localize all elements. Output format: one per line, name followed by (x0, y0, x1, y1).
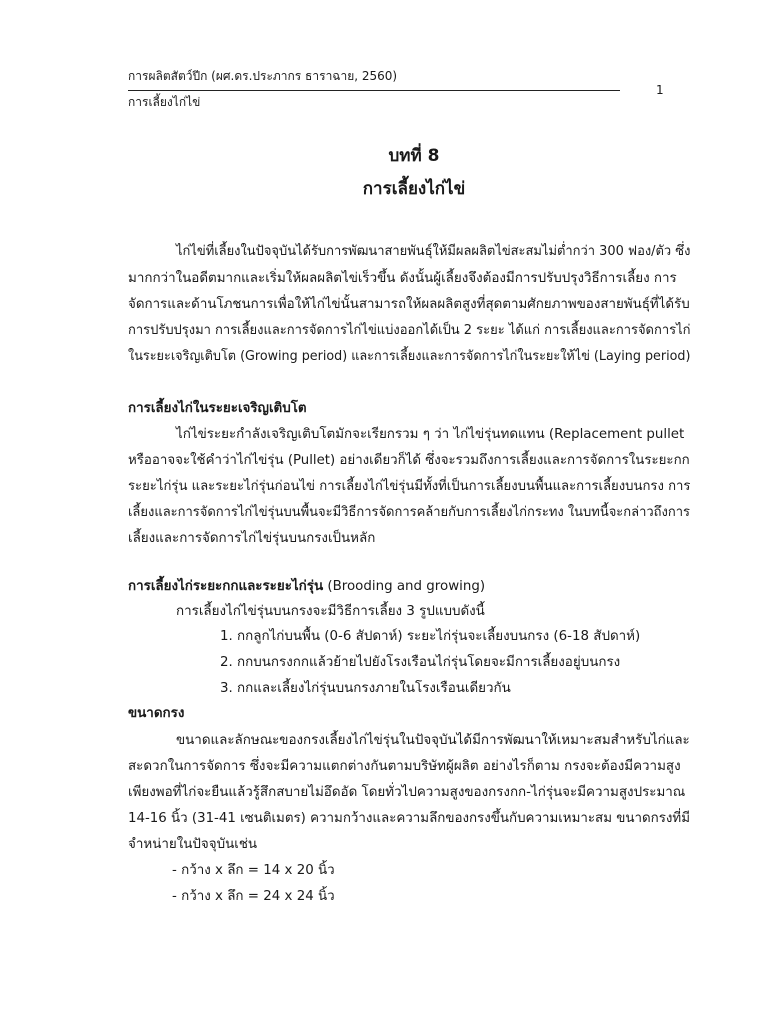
list-item: 2. กกบนกรงกกแล้วย้ายไปยังโรงเรือนไก่รุ่นโดยจะมีการเลี้ยงอยู่บนกรง (220, 655, 621, 670)
section1-line: ไก่ไข่ระยะกำลังเจริญเติบโตมักจะเรียกรวม ๆ ว่า ไก่ไข่รุ่นทดแทน (Replacement pullet (176, 427, 685, 442)
section3-line: จำหน่ายในปัจจุบันเช่น (128, 837, 258, 852)
section3-line: เพียงพอที่ไก่จะยืนแล้วรู้สึกสบายไม่อึดอัด โดยทั่วไปความสูงของกรงกก-ไก่รุ่นจะมีความสูงประมาณ (128, 785, 686, 800)
section2-intro: การเลี้ยงไก่ไข่รุ่นบนกรงจะมีวิธีการเลี้ยง 3 รูปแบบดังนี้ (176, 604, 485, 619)
list-item: 3. กกและเลี้ยงไก่รุ่นบนกรงภายในโรงเรือนเดียวกัน (220, 681, 511, 696)
cage-size-item: - กว้าง x ลึก = 24 x 24 นิ้ว (172, 889, 335, 904)
section-heading-brooding-english: (Brooding and growing) (323, 579, 486, 594)
section1-line: เลี้ยงและการจัดการไก่ไข่รุ่นบนพื้นจะมีวิธีการจัดการคล้ายกับการเลี้ยงไก่กระทง ในบทนี้จะกล่าวถึงการ (128, 505, 690, 520)
section-heading-cage-size: ขนาดกรง (128, 706, 185, 721)
section-heading-growing-period: การเลี้ยงไก่ในระยะเจริญเติบโต (128, 401, 307, 416)
chapter-number: บทที่ 8 (388, 146, 440, 166)
running-header-source: การผลิตสัตว์ปีก (ผศ.ดร.ประภากร ธาราฉาย, 2560) (128, 69, 398, 83)
section3-line: ขนาดและลักษณะของกรงเลี้ยงไก่ไข่รุ่นในปัจจุบันได้มีการพัฒนาให้เหมาะสมสำหรับไก่และ (176, 733, 690, 748)
chapter-title: การเลี้ยงไก่ไข่ (362, 179, 466, 199)
running-header-topic: การเลี้ยงไก่ไข่ (128, 95, 201, 109)
page-number: 1 (656, 83, 664, 97)
section3-line: สะดวกในการจัดการ ซึ่งจะมีความแตกต่างกันตามบริษัทผู้ผลิต อย่างไรก็ตาม กรงจะต้องมีความสูง (128, 759, 681, 774)
intro-line: มากกว่าในอดีตมากและเริ่มให้ผลผลิตไข่เร็วขึ้น ดังนั้นผู้เลี้ยงจึงต้องมีการปรับปรุงวิธีการเลี้ยง การ (128, 271, 677, 286)
section1-line: ระยะไก่รุ่น และระยะไก่รุ่นก่อนไข่ การเลี้ยงไก่ไข่รุ่นมีทั้งที่เป็นการเลี้ยงบนพื้นและการเลี้ยงบนกรง การ (128, 479, 691, 494)
section1-line: หรืออาจจะใช้คำว่าไก่ไข่รุ่น (Pullet) อย่างเดียวก็ได้ ซึ่งจะรวมถึงการเลี้ยงและการจัดการในระยะกก (128, 453, 690, 468)
intro-line: ในระยะเจริญเติบโต (Growing period) และการเลี้ยงและการจัดการไก่ในระยะให้ไข่ (Laying period) (128, 349, 691, 364)
cage-size-item: - กว้าง x ลึก = 14 x 20 นิ้ว (172, 863, 335, 878)
section3-line: 14-16 นิ้ว (31-41 เซนติเมตร) ความกว้างและความลึกของกรงขึ้นกับความเหมาะสม ขนาดกรงที่มี (128, 811, 691, 826)
intro-line: การปรับปรุงมา การเลี้ยงและการจัดการไก่ไข่แบ่งออกได้เป็น 2 ระยะ ได้แก่ การเลี้ยงและการจัดการไก่ (128, 323, 691, 338)
section1-line: เลี้ยงและการจัดการไก่ไข่รุ่นบนกรงเป็นหลัก (128, 531, 376, 546)
list-item: 1. กกลูกไก่บนพื้น (0-6 สัปดาห์) ระยะไก่รุ่นจะเลี้ยงบนกรง (6-18 สัปดาห์) (220, 629, 641, 644)
section-heading-brooding (128, 578, 485, 596)
header-rule (128, 90, 620, 91)
intro-line: จัดการและด้านโภชนการเพื่อให้ไก่ไข่นั้นสามารถให้ผลผลิตสูงที่สุดตามศักยภาพของสายพันธุ์ที่ได้รับ (128, 297, 690, 312)
intro-line: ไก่ไข่ที่เลี้ยงในปัจจุบันได้รับการพัฒนาสายพันธุ์ให้มีผลผลิตไข่สะสมไม่ต่ำกว่า 300 ฟอง/ตัว ซึ่ง (176, 244, 691, 259)
section-heading-brooding-bold: การเลี้ยงไก่ระยะกกและระยะไก่รุ่น (128, 579, 324, 594)
